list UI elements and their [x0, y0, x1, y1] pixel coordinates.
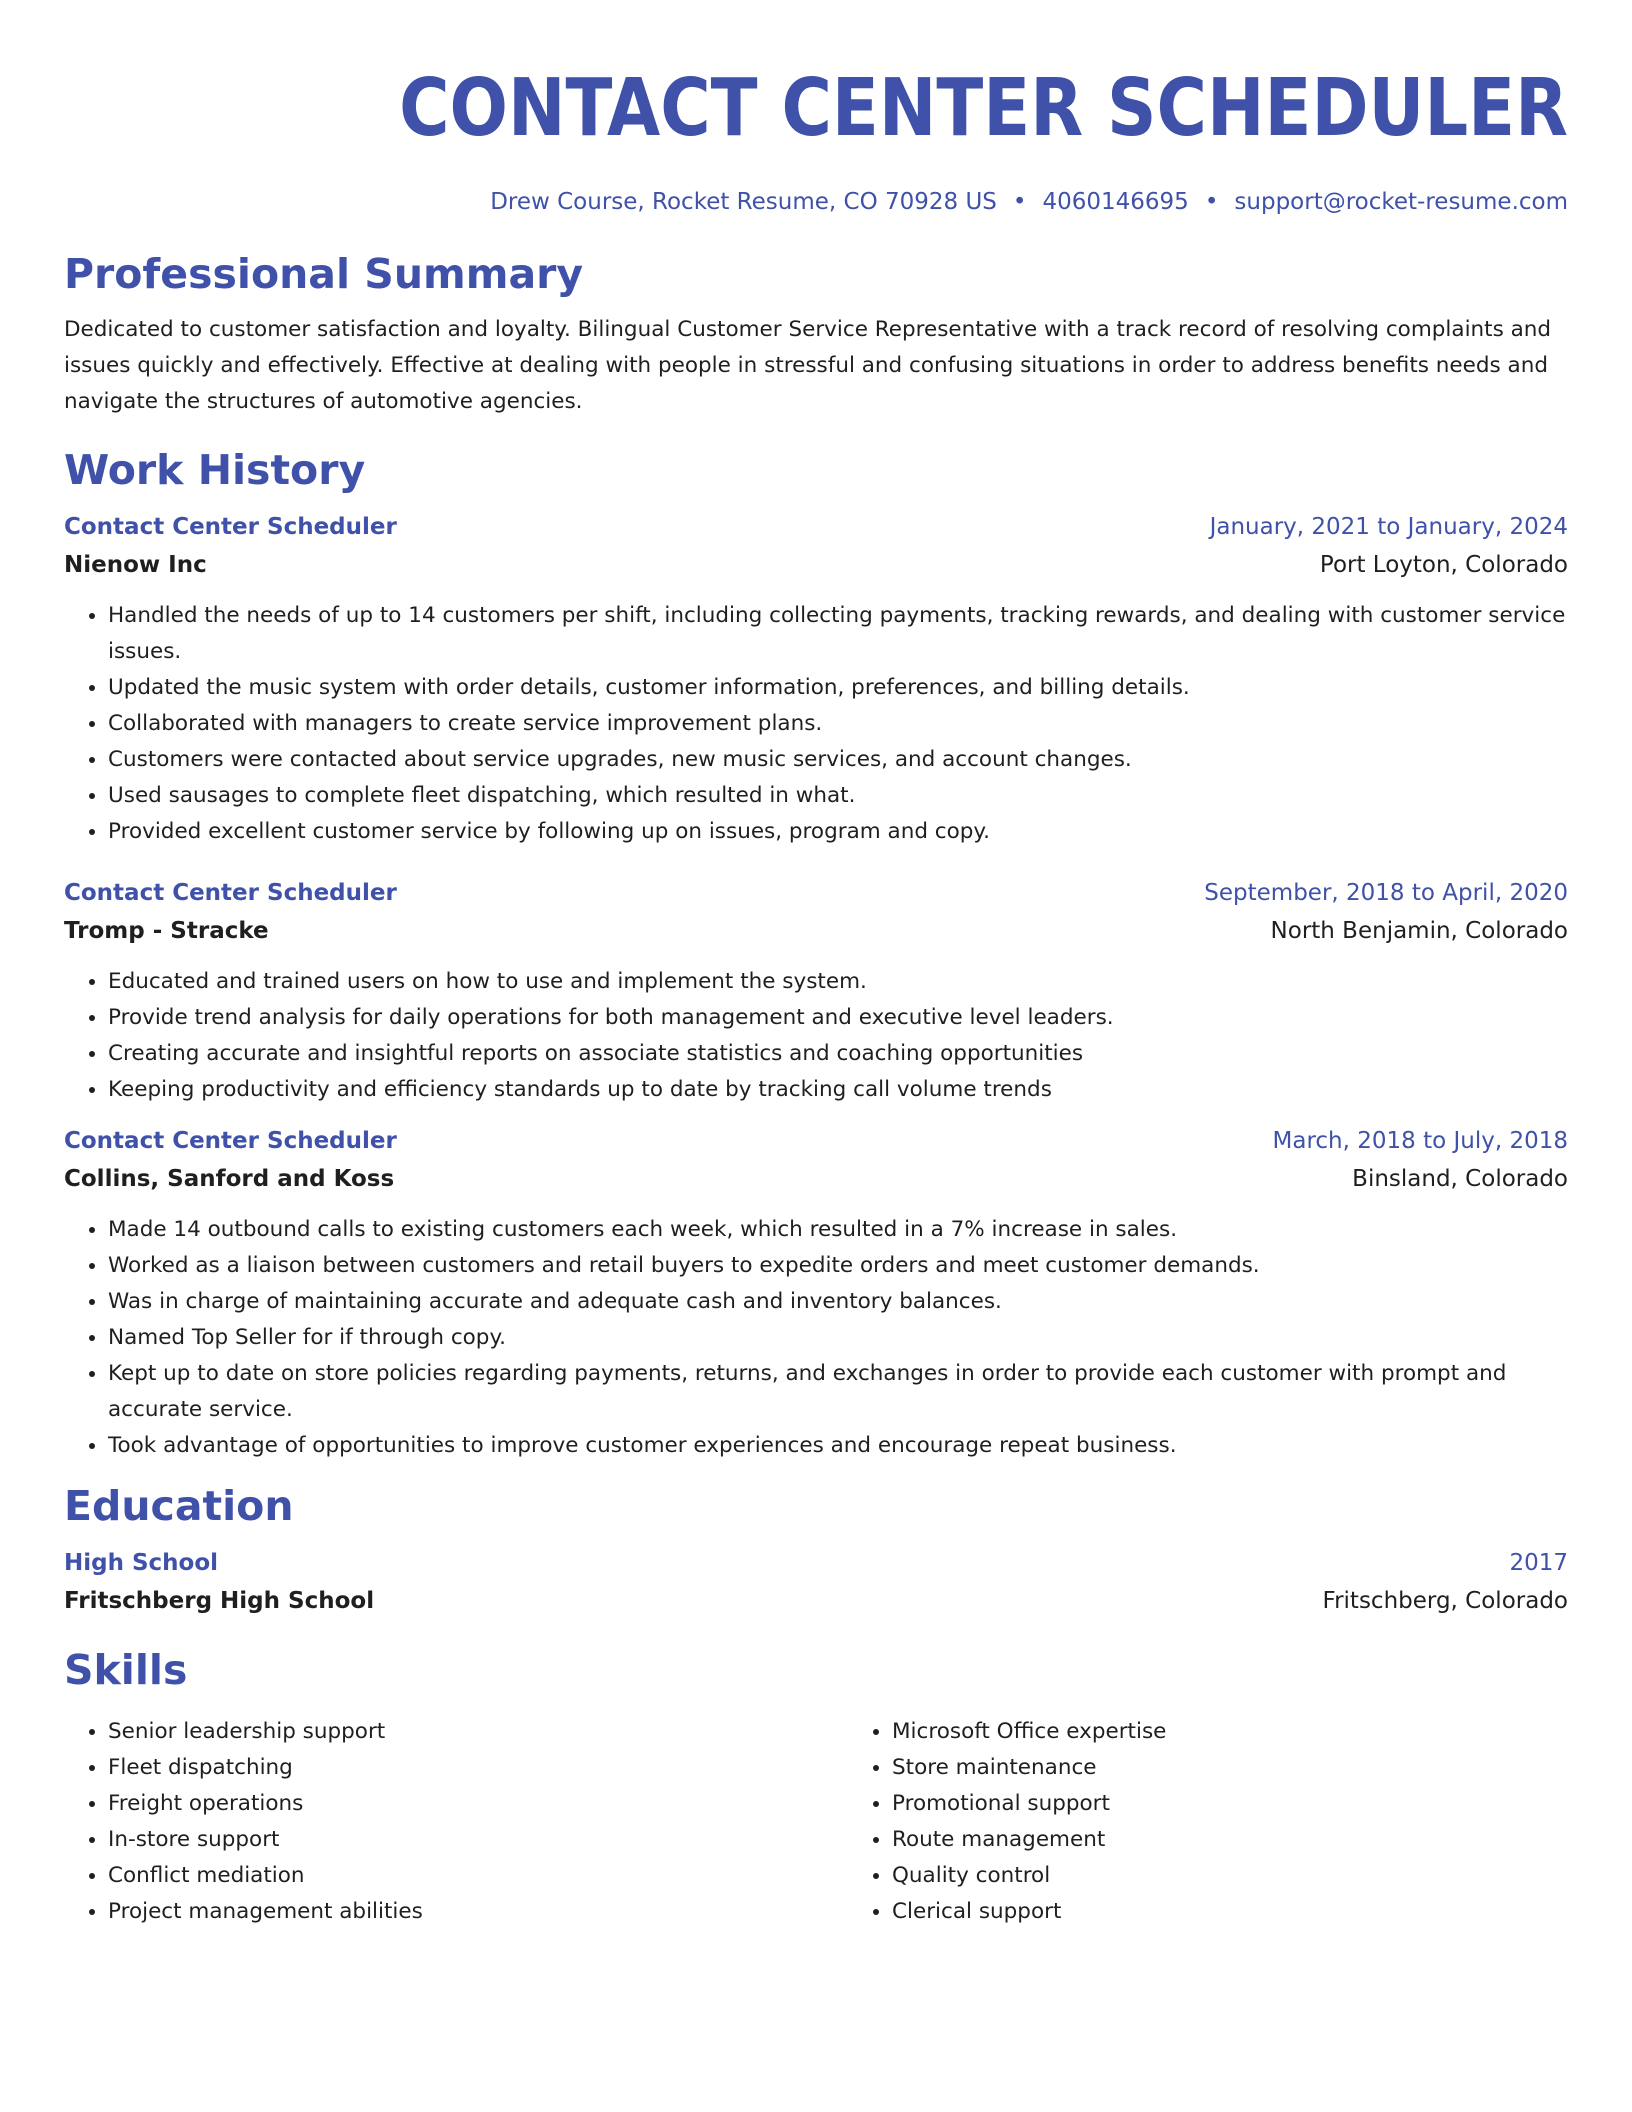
contact-separator: • — [1204, 189, 1219, 215]
job-role: Contact Center Scheduler — [64, 1128, 397, 1154]
job-location: Binsland, Colorado — [1352, 1166, 1568, 1192]
list-item: • Promotional support — [892, 1786, 1632, 1822]
summary-section — [64, 248, 1568, 420]
job-company: Nienow Inc — [64, 552, 207, 578]
list-item: • Keeping productivity and efficiency standards up to date by tracking call volume trends — [108, 1072, 1568, 1108]
skills-columns — [64, 1696, 1568, 1930]
job-subheader — [64, 546, 1568, 584]
education-entry — [64, 1544, 1568, 1620]
skills-list-left — [64, 1714, 848, 1930]
list-item: • Collaborated with managers to create service improvement plans. — [108, 706, 1568, 742]
contact-line — [64, 186, 1568, 218]
education-section — [64, 1480, 1568, 1620]
list-item: • Creating accurate and insightful reports on associate statistics and coaching opportunities — [108, 1036, 1568, 1072]
skills-section — [64, 1644, 1568, 1930]
skills-list-right — [848, 1714, 1632, 1930]
job-subheader — [64, 1160, 1568, 1198]
education-degree: High School — [64, 1550, 219, 1576]
job-header — [64, 1122, 1568, 1160]
list-item: • Project management abilities — [108, 1894, 848, 1930]
education-subheader — [64, 1582, 1568, 1620]
list-item: • Microsoft Office expertise — [892, 1714, 1632, 1750]
list-item: • Took advantage of opportunities to improve customer experiences and encourage repeat business. — [108, 1428, 1568, 1464]
list-item: • Educated and trained users on how to use and implement the system. — [108, 964, 1568, 1000]
list-item: • In-store support — [108, 1822, 848, 1858]
job-bullets — [64, 964, 1568, 1108]
contact-address: Drew Course, Rocket Resume, CO 70928 US — [490, 189, 997, 215]
list-item: • Clerical support — [892, 1894, 1632, 1930]
education-location: Fritschberg, Colorado — [1322, 1588, 1568, 1614]
summary-heading: Professional Summary — [64, 250, 584, 298]
job-company: Collins, Sanford and Koss — [64, 1166, 395, 1192]
list-item: • Customers were contacted about service upgrades, new music services, and account changes. — [108, 742, 1568, 778]
education-header — [64, 1544, 1568, 1582]
list-item: • Provided excellent customer service by following up on issues, program and copy. — [108, 814, 1568, 850]
job-location: North Benjamin, Colorado — [1270, 918, 1568, 944]
work-history-section — [64, 444, 1568, 1464]
job-entry — [64, 874, 1568, 1108]
summary-text: Dedicated to customer satisfaction and loyalty. Bilingual Customer Service Representative with a track record of resolving complaints and issues quickly and effectively. Effective at dealing with people in stressful and confusing situations in order to address benefits needs and navigate the structures of automotive agencies. — [64, 317, 1552, 414]
list-item: • Was in charge of maintaining accurate and adequate cash and inventory balances. — [108, 1284, 1568, 1320]
list-item: • Handled the needs of up to 14 customers per shift, including collecting payments, tracking rewards, and dealing with customer service issues. — [108, 598, 1568, 670]
list-item: • Updated the music system with order details, customer information, preferences, and billing details. — [108, 670, 1568, 706]
job-entry — [64, 1122, 1568, 1464]
list-item: • Quality control — [892, 1858, 1632, 1894]
list-item: • Made 14 outbound calls to existing customers each week, which resulted in a 7% increase in sales. — [108, 1212, 1568, 1248]
contact-separator: • — [1012, 189, 1027, 215]
job-entry — [64, 508, 1568, 850]
list-item: • Named Top Seller for if through copy. — [108, 1320, 1568, 1356]
list-item: • Kept up to date on store policies regarding payments, returns, and exchanges in order to provide each customer with prompt and accurate service. — [108, 1356, 1568, 1428]
job-bullets — [64, 1212, 1568, 1464]
job-dates: January, 2021 to January, 2024 — [1209, 514, 1568, 540]
education-year: 2017 — [1509, 1550, 1568, 1576]
job-dates: September, 2018 to April, 2020 — [1204, 880, 1568, 906]
resume-title: CONTACT CENTER SCHEDULER — [399, 62, 1568, 154]
skills-heading: Skills — [64, 1646, 188, 1694]
job-header — [64, 508, 1568, 546]
list-item: • Senior leadership support — [108, 1714, 848, 1750]
list-item: • Provide trend analysis for daily operations for both management and executive level leaders. — [108, 1000, 1568, 1036]
job-bullets — [64, 598, 1568, 850]
list-item: • Freight operations — [108, 1786, 848, 1822]
list-item: • Store maintenance — [892, 1750, 1632, 1786]
contact-email[interactable]: support@rocket-resume.com — [1234, 189, 1568, 215]
education-heading: Education — [64, 1482, 294, 1530]
job-location: Port Loyton, Colorado — [1319, 552, 1568, 578]
contact-phone: 4060146695 — [1042, 189, 1189, 215]
job-dates: March, 2018 to July, 2018 — [1272, 1128, 1568, 1154]
list-item: • Worked as a liaison between customers and retail buyers to expedite orders and meet customer demands. — [108, 1248, 1568, 1284]
work-history-heading: Work History — [64, 446, 366, 494]
list-item: • Conflict mediation — [108, 1858, 848, 1894]
list-item: • Route management — [892, 1822, 1632, 1858]
list-item: • Used sausages to complete fleet dispatching, which resulted in what. — [108, 778, 1568, 814]
job-subheader — [64, 912, 1568, 950]
job-header — [64, 874, 1568, 912]
job-role: Contact Center Scheduler — [64, 514, 397, 540]
job-company: Tromp - Stracke — [64, 918, 269, 944]
list-item: • Fleet dispatching — [108, 1750, 848, 1786]
education-school: Fritschberg High School — [64, 1588, 375, 1614]
job-role: Contact Center Scheduler — [64, 880, 397, 906]
